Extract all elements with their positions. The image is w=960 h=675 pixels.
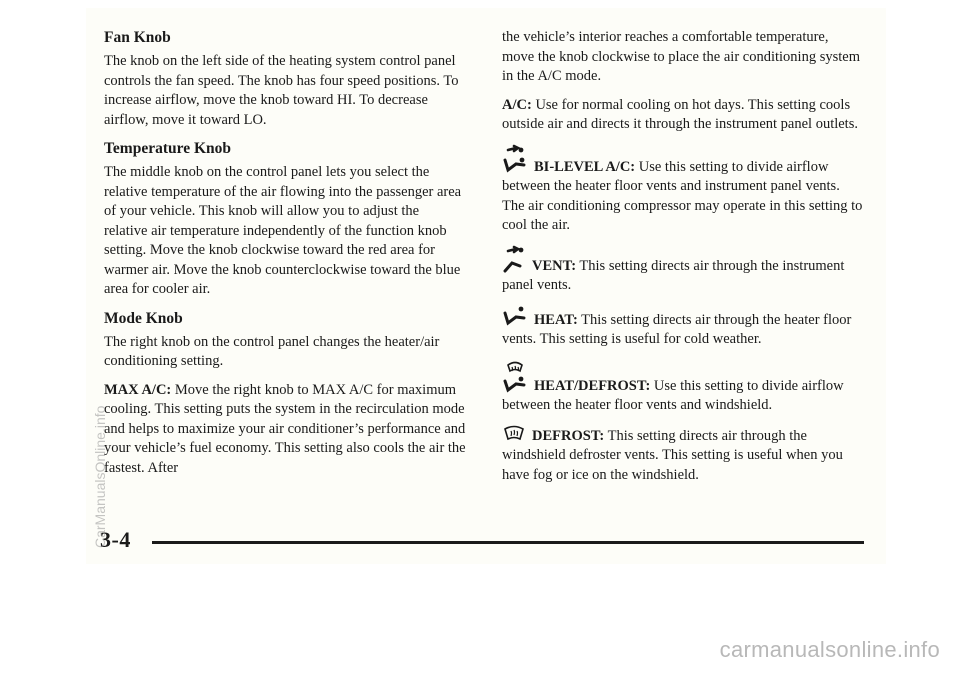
left-column — [104, 28, 466, 487]
footer-rule — [152, 541, 864, 544]
site-watermark: carmanualsonline.info — [719, 637, 940, 662]
heat-defrost-paragraph — [502, 359, 864, 416]
fan-knob-text: The knob on the left side of the heating system control panel controls the fan speed. The knob has four speed positions. To increase airflow, move the knob toward HI. To decrease airflow, move it toward LO. — [104, 53, 459, 128]
heat-airflow-icon — [502, 305, 528, 327]
watermark-vertical: CarManualsOnline.info — [92, 405, 108, 548]
right-column — [502, 28, 864, 494]
page-number: 3-4 — [100, 527, 131, 552]
mode-knob-heading: Mode Knob — [104, 309, 183, 327]
heat-defrost-label: HEAT/DEFROST: — [534, 377, 651, 394]
bilevel-airflow-icon — [502, 144, 528, 174]
bilevel-label: BI-LEVEL A/C: — [534, 158, 636, 175]
vent-airflow-icon — [502, 245, 526, 273]
heat-label: HEAT: — [534, 311, 578, 328]
ac-label: A/C: — [502, 96, 532, 113]
ac-text: Use for normal cooling on hot days. This setting cools outside air and directs it through the instrument panel outlets. — [502, 96, 858, 132]
max-ac-label: MAX A/C: — [104, 381, 172, 398]
bilevel-paragraph — [502, 144, 864, 236]
vent-label: VENT: — [532, 257, 577, 274]
heat-defrost-airflow-icon — [502, 359, 528, 393]
defrost-paragraph — [502, 425, 864, 486]
defrost-windshield-icon — [502, 425, 526, 443]
heat-paragraph — [502, 305, 864, 350]
vent-text: This setting directs air through the instrument panel vents. — [502, 257, 845, 293]
defrost-label: DEFROST: — [532, 427, 605, 444]
vent-paragraph — [502, 245, 864, 296]
bilevel-text: Use this setting to divide airflow between the heater floor vents and instrument panel vents. The air conditioning compressor may operate in this setting to cool the air. — [502, 158, 863, 233]
max-ac-paragraph — [104, 381, 466, 479]
temperature-knob-text: The middle knob on the control panel lets you select the relative temperature of the air flowing into the passenger area of your vehicle. This knob will allow you to adjust the relative air temperature independently of the function knob setting. Move the knob clockwise toward the red area for warmer air. Move the knob counterclockwise toward the blue area for cooler air. — [104, 164, 462, 297]
continued-text: the vehicle’s interior reaches a comfortable temperature, move the knob clockwise to place the air conditioning system in the A/C mode. — [502, 29, 860, 84]
fan-knob-heading: Fan Knob — [104, 29, 171, 46]
max-ac-text: Move the right knob to MAX A/C for maximum cooling. This setting puts the system in the recirculation mode and helps to maximize your air conditioner’s performance and your vehicle’s fuel economy. This setting also cools the air the fastest. After — [104, 381, 466, 476]
mode-knob-text: The right knob on the control panel changes the heater/air conditioning setting. — [104, 333, 440, 369]
defrost-text: This setting directs air through the windshield defroster vents. This setting is useful when you have fog or ice on the windshield. — [502, 427, 843, 483]
temperature-knob-heading: Temperature Knob — [104, 140, 232, 157]
heat-defrost-text: Use this setting to divide airflow between the heater floor vents and windshield. — [502, 377, 844, 413]
heat-text: This setting directs air through the heater floor vents. This setting is useful for cold weather. — [502, 311, 852, 347]
ac-paragraph — [502, 96, 864, 135]
